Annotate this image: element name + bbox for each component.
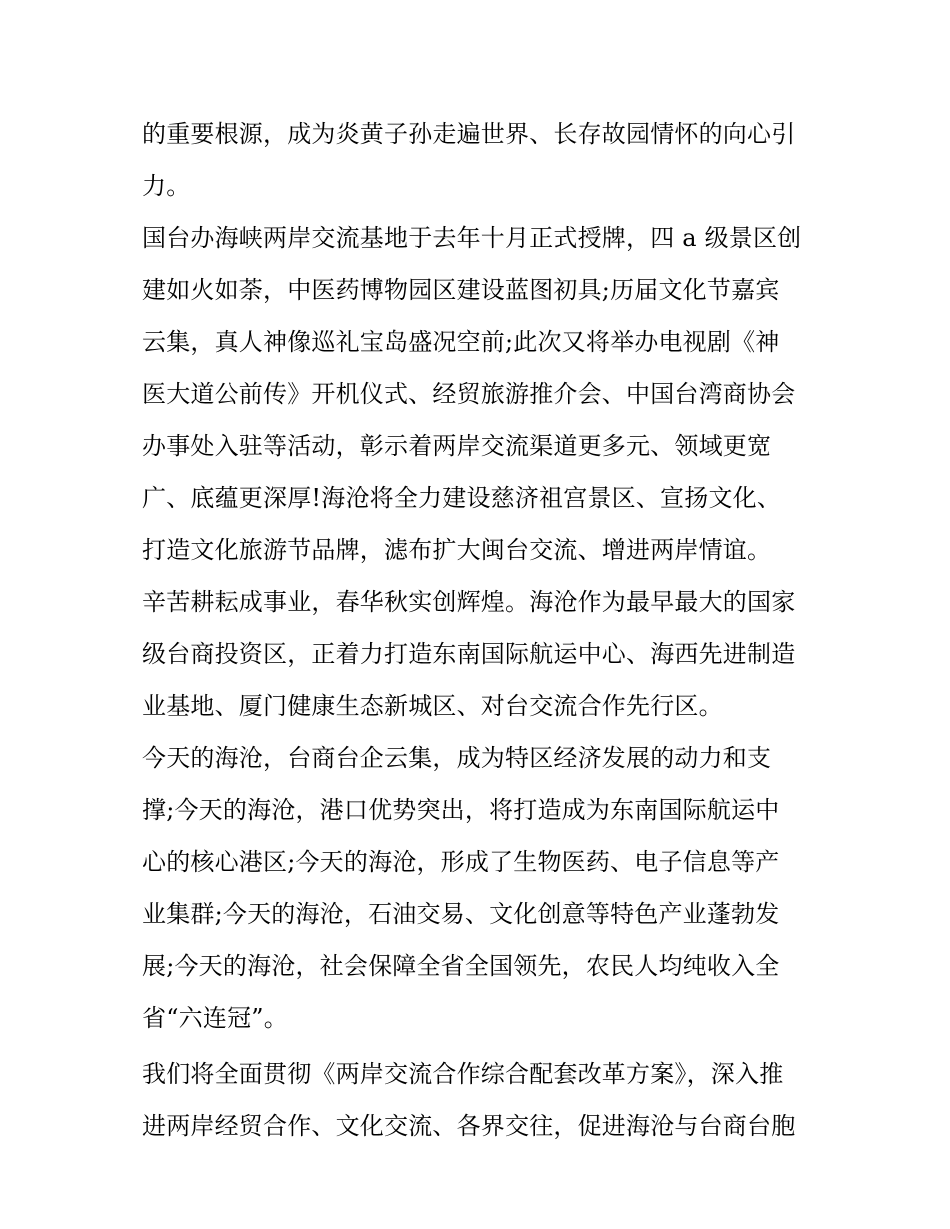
paragraph-3 <box>142 576 814 732</box>
text-line: 办事处入驻等活动，彰示着两岸交流渠道更多元、领域更宽 <box>142 432 772 460</box>
text-line: 云集，真人神像巡礼宝岛盛况空前;此次又将举办电视剧《神 <box>142 328 780 356</box>
text-line: 业基地、厦门健康生态新城区、对台交流合作先行区。 <box>142 692 723 720</box>
paragraph-2 <box>142 212 814 576</box>
text-line: 撑;今天的海沧，港口优势突出，将打造成为东南国际航运中 <box>142 796 780 824</box>
text-line: 展;今天的海沧，社会保障全省全国领先，农民人均纯收入全 <box>142 952 780 980</box>
text-line: 心的核心港区;今天的海沧，形成了生物医药、电子信息等产 <box>142 848 780 876</box>
text-line: 国台办海峡两岸交流基地于去年十月正式授牌，四 a 级景区创 <box>142 224 802 252</box>
text-line: 省“六连冠”。 <box>142 1004 288 1032</box>
text-line: 今天的海沧，台商台企云集，成为特区经济发展的动力和支 <box>142 744 772 772</box>
text-line: 力。 <box>142 172 191 200</box>
text-line: 广、底蕴更深厚!海沧将全力建设慈济祖宫景区、宣扬文化、 <box>142 484 782 512</box>
text-line: 建如火如荼，中医药博物园区建设蓝图初具;历届文化节嘉宾 <box>142 276 780 304</box>
text-line: 打造文化旅游节品牌，滤布扩大闽台交流、增进两岸情谊。 <box>142 536 772 564</box>
paragraph-1 <box>142 108 814 212</box>
text-line: 医大道公前传》开机仪式、经贸旅游推介会、中国台湾商协会 <box>142 380 796 408</box>
text-line: 业集群;今天的海沧，石油交易、文化创意等特色产业蓬勃发 <box>142 900 780 928</box>
text-line: 辛苦耕耘成事业，春华秋实创辉煌。海沧作为最早最大的国家 <box>142 588 796 616</box>
paragraph-5 <box>142 1048 814 1152</box>
text-line: 的重要根源，成为炎黄子孙走遍世界、长存故园情怀的向心引 <box>142 120 796 148</box>
text-line: 我们将全面贯彻《两岸交流合作综合配套改革方案》，深入推 <box>142 1060 784 1088</box>
text-line: 级台商投资区，正着力打造东南国际航运中心、海西先进制造 <box>142 640 796 668</box>
paragraph-4 <box>142 732 814 1044</box>
text-line: 进两岸经贸合作、文化交流、各界交往，促进海沧与台商台胞 <box>142 1112 796 1140</box>
document-page <box>142 108 814 1152</box>
